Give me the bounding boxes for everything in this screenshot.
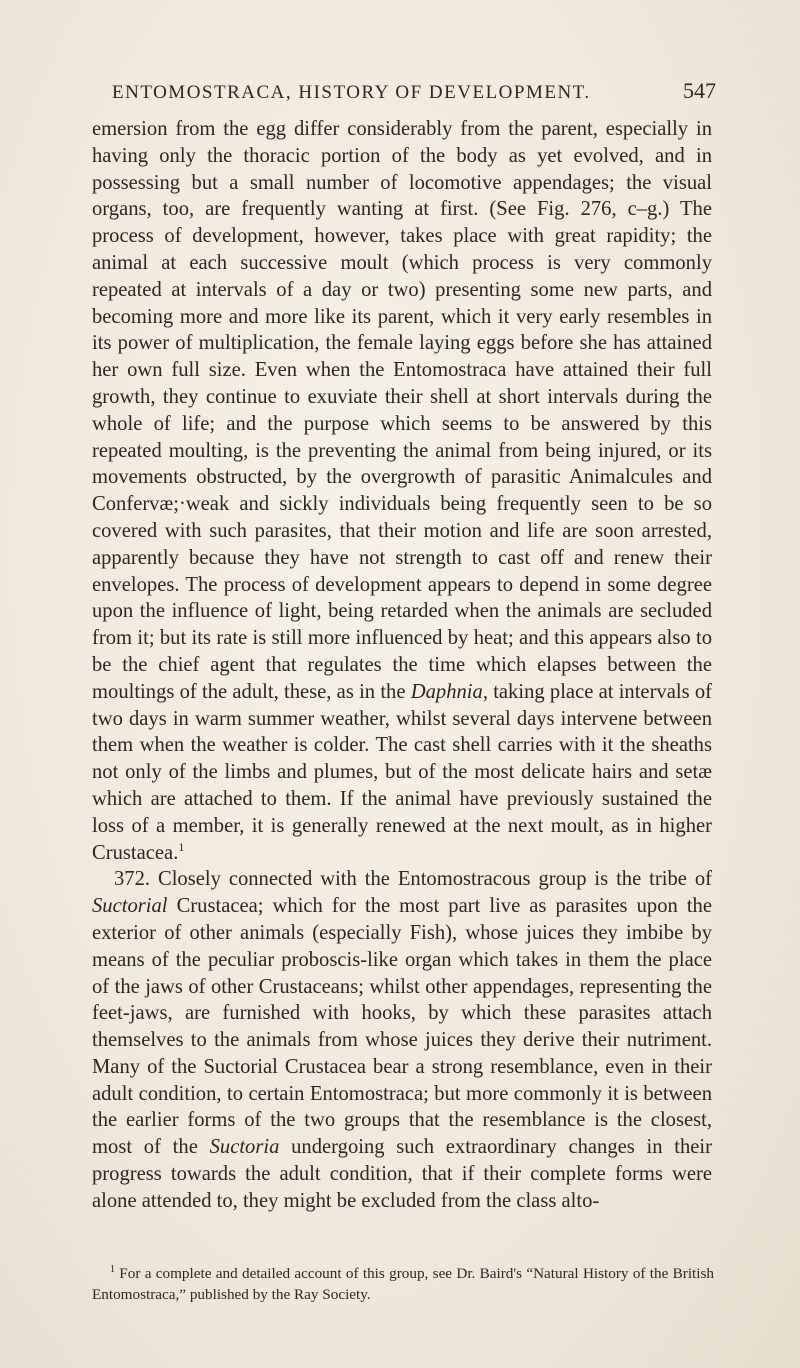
page-number: 547 xyxy=(683,78,716,103)
italic-term-daphnia: Daphnia xyxy=(410,680,483,703)
italic-term-suctoria: Suctoria xyxy=(209,1136,280,1159)
text-run: Crustacea; which for the most part live as parasites upon the exterior of other animals (especially Fish), whose juices they imbibe by means of the peculiar proboscis-like organ which takes in them the place of the jaws of other Crustaceans; whilst other appendages, representing the feet-jaws, are furnished with hooks, by which these parasites attach themselves to the animals from whose juices they derive their nutriment. Many of the Suctorial Crustacea bear a strong resemblance, even in their adult condition, to certain Entomostraca; but more commonly it is between the earlier forms of the two groups that the resemblance is the closest, most of the xyxy=(92,895,712,1159)
text-run: emersion from the egg differ considerably from the parent, especially in having only the thoracic portion of the body as yet evolved, and in possessing but a small number of locomotive appendages; the visual organs, too, are frequently wanting at first. (See Fig. 276, c–g.) The process of development, however, takes place with great rapidity; the animal at each successive moult (which process is very commonly repeated at intervals of a day or two) presenting some new parts, and becoming more and more like its parent, which it very early resembles in its power of multiplication, the female laying eggs before she has attained her own full size. Even when the Entomostraca have attained their full growth, they continue to exuviate their shell at short intervals during the whole of life; and the purpose which seems to be answered by this repeated moulting, is the preventing the animal from being injured, or its movements obstructed, by the overgrowth of parasitic Animalcules and Confervæ;·weak and sickly individuals being frequently seen to be so covered with such parasites, that their motion and life are soon arrested, apparently because they have not strength to cast off and renew their envelopes. The process of development appears to depend in some degree upon the influence of light, being retarded when the animals are secluded from it; but its rate is still more influenced by heat; and this appears also to be the chief agent that regulates the time which elapses between the moultings of the adult, these, as in the xyxy=(92,118,712,703)
running-title: ENTOMOSTRACA, HISTORY OF DEVELOPMENT. xyxy=(112,82,591,103)
paragraph-development xyxy=(92,116,712,866)
text-run: 372. Closely connected with the Entomostracous group is the tribe of xyxy=(114,868,712,891)
main-text xyxy=(92,116,712,1215)
footnote-text: For a complete and detailed account of this group, see Dr. Baird's “Natural History of the British Entomostraca,” published by the Ray Society. xyxy=(92,1265,714,1303)
text-run: undergoing such extraordinary changes in their progress towards the adult condition, that if their complete forms were alone attended to, they might be excluded from the class alto- xyxy=(92,1136,713,1212)
italic-term-suctorial: Suctorial xyxy=(92,895,168,918)
running-header xyxy=(112,78,716,104)
paragraph-372-suctorial xyxy=(92,866,712,1214)
footnote-reference[interactable]: 1 xyxy=(178,839,185,854)
text-run: , taking place at intervals of two days in warm summer weather, whilst several days intervene between them when the weather is colder. The cast shell carries with it the sheaths not only of the limbs and plumes, but of the most delicate hairs and setæ which are attached to them. If the animal have previously sustained the loss of a member, it is generally renewed at the next moult, as in higher Crustacea. xyxy=(92,680,712,864)
footnote-mark: 1 xyxy=(110,1263,115,1275)
footnote xyxy=(92,1263,714,1305)
